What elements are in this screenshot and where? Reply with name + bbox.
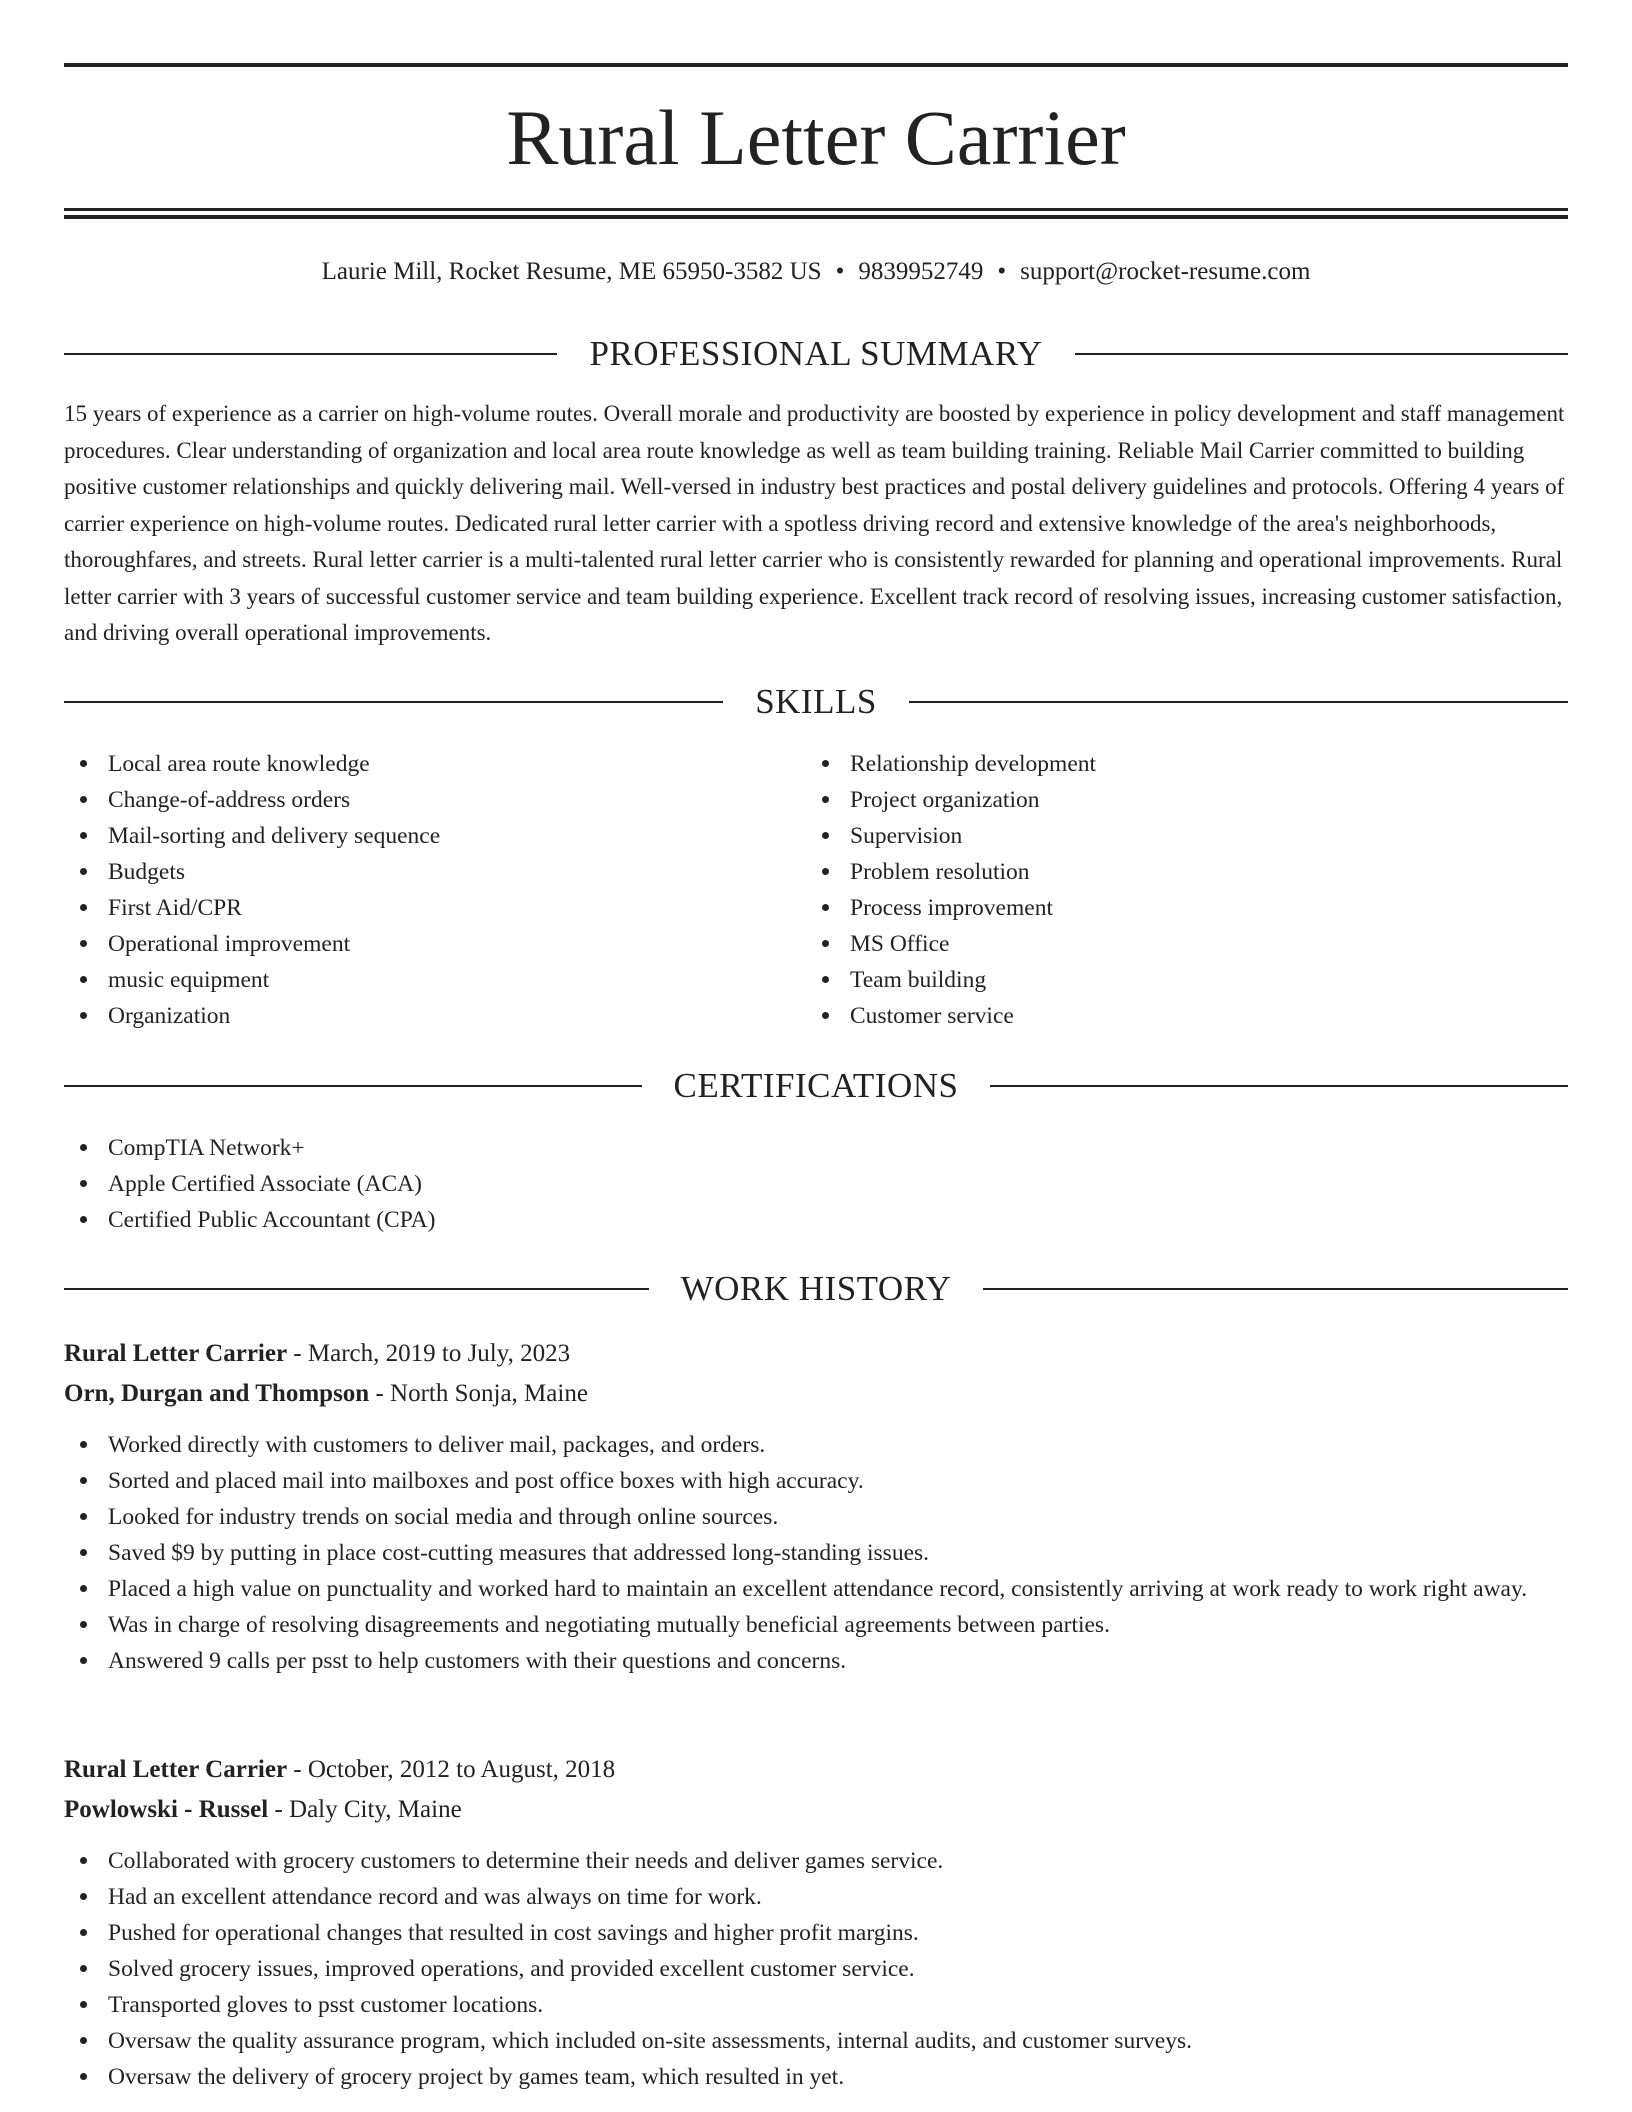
certifications-list-wrapper xyxy=(64,1130,1568,1238)
bullet-dot xyxy=(80,1012,87,1019)
skills-section-header xyxy=(64,680,1568,724)
skill-item: Customer service xyxy=(806,998,1506,1034)
skill-item: Supervision xyxy=(806,818,1506,854)
contact-line xyxy=(64,254,1568,290)
section-rule xyxy=(1075,353,1568,355)
skill-item: Budgets xyxy=(64,854,764,890)
job-company-line xyxy=(64,1790,1568,1830)
certification-item: Certified Public Accountant (CPA) xyxy=(64,1202,1568,1238)
job-duty-item: Looked for industry trends on social media and through online sources. xyxy=(64,1499,1568,1535)
job-company: Orn, Durgan and Thompson xyxy=(64,1380,370,1407)
job-duty-item: Was in charge of resolving disagreements and negotiating mutually beneficial agreements between parties. xyxy=(64,1607,1568,1643)
bullet-dot xyxy=(822,760,829,767)
job-duty-item: Saved $9 by putting in place cost-cutting measures that addressed long-standing issues. xyxy=(64,1535,1568,1571)
certifications-heading: CERTIFICATIONS xyxy=(673,1066,959,1105)
skills-left-list xyxy=(64,746,764,1034)
job-title-line xyxy=(64,1750,1568,1790)
job-duty-item: Worked directly with customers to deliver mail, packages, and orders. xyxy=(64,1427,1568,1463)
job-duty-item: Solved grocery issues, improved operations, and provided excellent customer service. xyxy=(64,1951,1568,1987)
summary-text: 15 years of experience as a carrier on high-volume routes. Overall morale and productivity are boosted by experience in policy development and staff management procedures. Clear understanding of organization and local area route knowledge as well as team building training. Reliable Mail Carrier committed to building positive customer relationships and quickly delivering mail. Well-versed in industry best practices and postal delivery guidelines and protocols. Offering 4 years of carrier experience on high-volume routes. Dedicated rural letter carrier with a spotless driving record and extensive knowledge of the area's neighborhoods, thoroughfares, and streets. Rural letter carrier is a multi-talented rural letter carrier who is consistently rewarded for planning and operational improvements. Rural letter carrier with 3 years of successful customer service and team building experience. Excellent track record of resolving issues, increasing customer satisfaction, and driving overall operational improvements. xyxy=(64,401,1565,645)
job-duty-item: Had an excellent attendance record and was always on time for work. xyxy=(64,1879,1568,1915)
contact-separator: • xyxy=(835,258,845,285)
bullet-dot xyxy=(80,1216,87,1223)
job-duty-item: Pushed for operational changes that resulted in cost savings and higher profit margins. xyxy=(64,1915,1568,1951)
job-duties-list xyxy=(64,1427,1568,1679)
bullet-dot xyxy=(822,904,829,911)
certification-item: Apple Certified Associate (ACA) xyxy=(64,1166,1568,1202)
job-dates: - March, 2019 to July, 2023 xyxy=(287,1340,571,1367)
top-rule xyxy=(64,63,1568,67)
skills-heading: SKILLS xyxy=(755,682,877,721)
bullet-dot xyxy=(80,868,87,875)
skill-item: Problem resolution xyxy=(806,854,1506,890)
bullet-dot xyxy=(80,1513,87,1520)
job-duty-item: Transported gloves to psst customer locations. xyxy=(64,1987,1568,2023)
job-title-line xyxy=(64,1334,1568,1374)
bullet-dot xyxy=(80,760,87,767)
bullet-dot xyxy=(80,1549,87,1556)
bullet-dot xyxy=(822,1012,829,1019)
skill-item: Mail-sorting and delivery sequence xyxy=(64,818,764,854)
summary-section-header xyxy=(64,332,1568,376)
job-duty-item: Collaborated with grocery customers to determine their needs and deliver games service. xyxy=(64,1843,1568,1879)
bullet-dot xyxy=(80,2073,87,2080)
job-duties-wrapper xyxy=(64,1427,1568,1679)
job-duty-item: Oversaw the delivery of grocery project by games team, which resulted in yet. xyxy=(64,2059,1568,2095)
section-rule xyxy=(64,701,723,703)
bullet-dot xyxy=(80,976,87,983)
certifications-section-header xyxy=(64,1064,1568,1108)
bullet-dot xyxy=(80,1180,87,1187)
header-rule-lower xyxy=(64,215,1568,219)
skill-item: music equipment xyxy=(64,962,764,998)
bullet-dot xyxy=(80,1893,87,1900)
bullet-dot xyxy=(80,2001,87,2008)
job-duty-item: Answered 9 calls per psst to help customers with their questions and concerns. xyxy=(64,1643,1568,1679)
resume-name: Rural Letter Carrier xyxy=(506,94,1126,181)
contact-email: support@rocket-resume.com xyxy=(1020,258,1311,285)
skills-right-list xyxy=(806,746,1506,1034)
job-duties-wrapper xyxy=(64,1843,1568,2095)
skill-item: Project organization xyxy=(806,782,1506,818)
bullet-dot xyxy=(80,2037,87,2044)
job-duty-item: Oversaw the quality assurance program, which included on-site assessments, internal audits, and customer surveys. xyxy=(64,2023,1568,2059)
job-title: Rural Letter Carrier xyxy=(64,1340,288,1367)
job-location: - Daly City, Maine xyxy=(268,1796,462,1823)
skill-item: Organization xyxy=(64,998,764,1034)
skill-item: Operational improvement xyxy=(64,926,764,962)
job-location: - North Sonja, Maine xyxy=(369,1380,588,1407)
job-dates: - October, 2012 to August, 2018 xyxy=(287,1756,616,1783)
job-company-line xyxy=(64,1374,1568,1414)
bullet-dot xyxy=(80,796,87,803)
summary-heading: PROFESSIONAL SUMMARY xyxy=(589,334,1043,373)
skills-left-column xyxy=(64,746,764,1034)
section-rule xyxy=(64,1288,649,1290)
skill-item: Change-of-address orders xyxy=(64,782,764,818)
job-duty-item: Placed a high value on punctuality and worked hard to maintain an excellent attendance record, consistently arriving at work ready to work right away. xyxy=(64,1571,1568,1607)
section-rule xyxy=(983,1288,1568,1290)
skill-item: Process improvement xyxy=(806,890,1506,926)
bullet-dot xyxy=(822,832,829,839)
job-title: Rural Letter Carrier xyxy=(64,1756,288,1783)
contact-phone: 9839952749 xyxy=(858,258,984,285)
bullet-dot xyxy=(80,1621,87,1628)
header-rule-upper xyxy=(64,208,1568,211)
section-rule xyxy=(64,353,557,355)
bullet-dot xyxy=(80,1477,87,1484)
bullet-dot xyxy=(822,940,829,947)
work-history-heading: WORK HISTORY xyxy=(680,1269,952,1308)
bullet-dot xyxy=(80,1657,87,1664)
bullet-dot xyxy=(80,832,87,839)
section-rule xyxy=(990,1085,1568,1087)
bullet-dot xyxy=(80,1441,87,1448)
section-rule xyxy=(64,1085,642,1087)
bullet-dot xyxy=(822,796,829,803)
job-company: Powlowski - Russel xyxy=(64,1796,269,1823)
job-duties-list xyxy=(64,1843,1568,2095)
section-rule xyxy=(909,701,1568,703)
bullet-dot xyxy=(80,904,87,911)
skill-item: Team building xyxy=(806,962,1506,998)
certifications-list xyxy=(64,1130,1568,1238)
skills-right-column xyxy=(806,746,1506,1034)
skill-item: MS Office xyxy=(806,926,1506,962)
bullet-dot xyxy=(80,1929,87,1936)
skill-item: First Aid/CPR xyxy=(64,890,764,926)
contact-address: Laurie Mill, Rocket Resume, ME 65950-3582 US xyxy=(321,258,822,285)
bullet-dot xyxy=(80,1965,87,1972)
bullet-dot xyxy=(80,1857,87,1864)
bullet-dot xyxy=(822,868,829,875)
bullet-dot xyxy=(80,1585,87,1592)
bullet-dot xyxy=(80,1144,87,1151)
certification-item: CompTIA Network+ xyxy=(64,1130,1568,1166)
job-duty-item: Sorted and placed mail into mailboxes and post office boxes with high accuracy. xyxy=(64,1463,1568,1499)
contact-separator: • xyxy=(997,258,1007,285)
work-history-section-header xyxy=(64,1267,1568,1311)
skill-item: Relationship development xyxy=(806,746,1506,782)
skill-item: Local area route knowledge xyxy=(64,746,764,782)
bullet-dot xyxy=(80,940,87,947)
bullet-dot xyxy=(822,976,829,983)
